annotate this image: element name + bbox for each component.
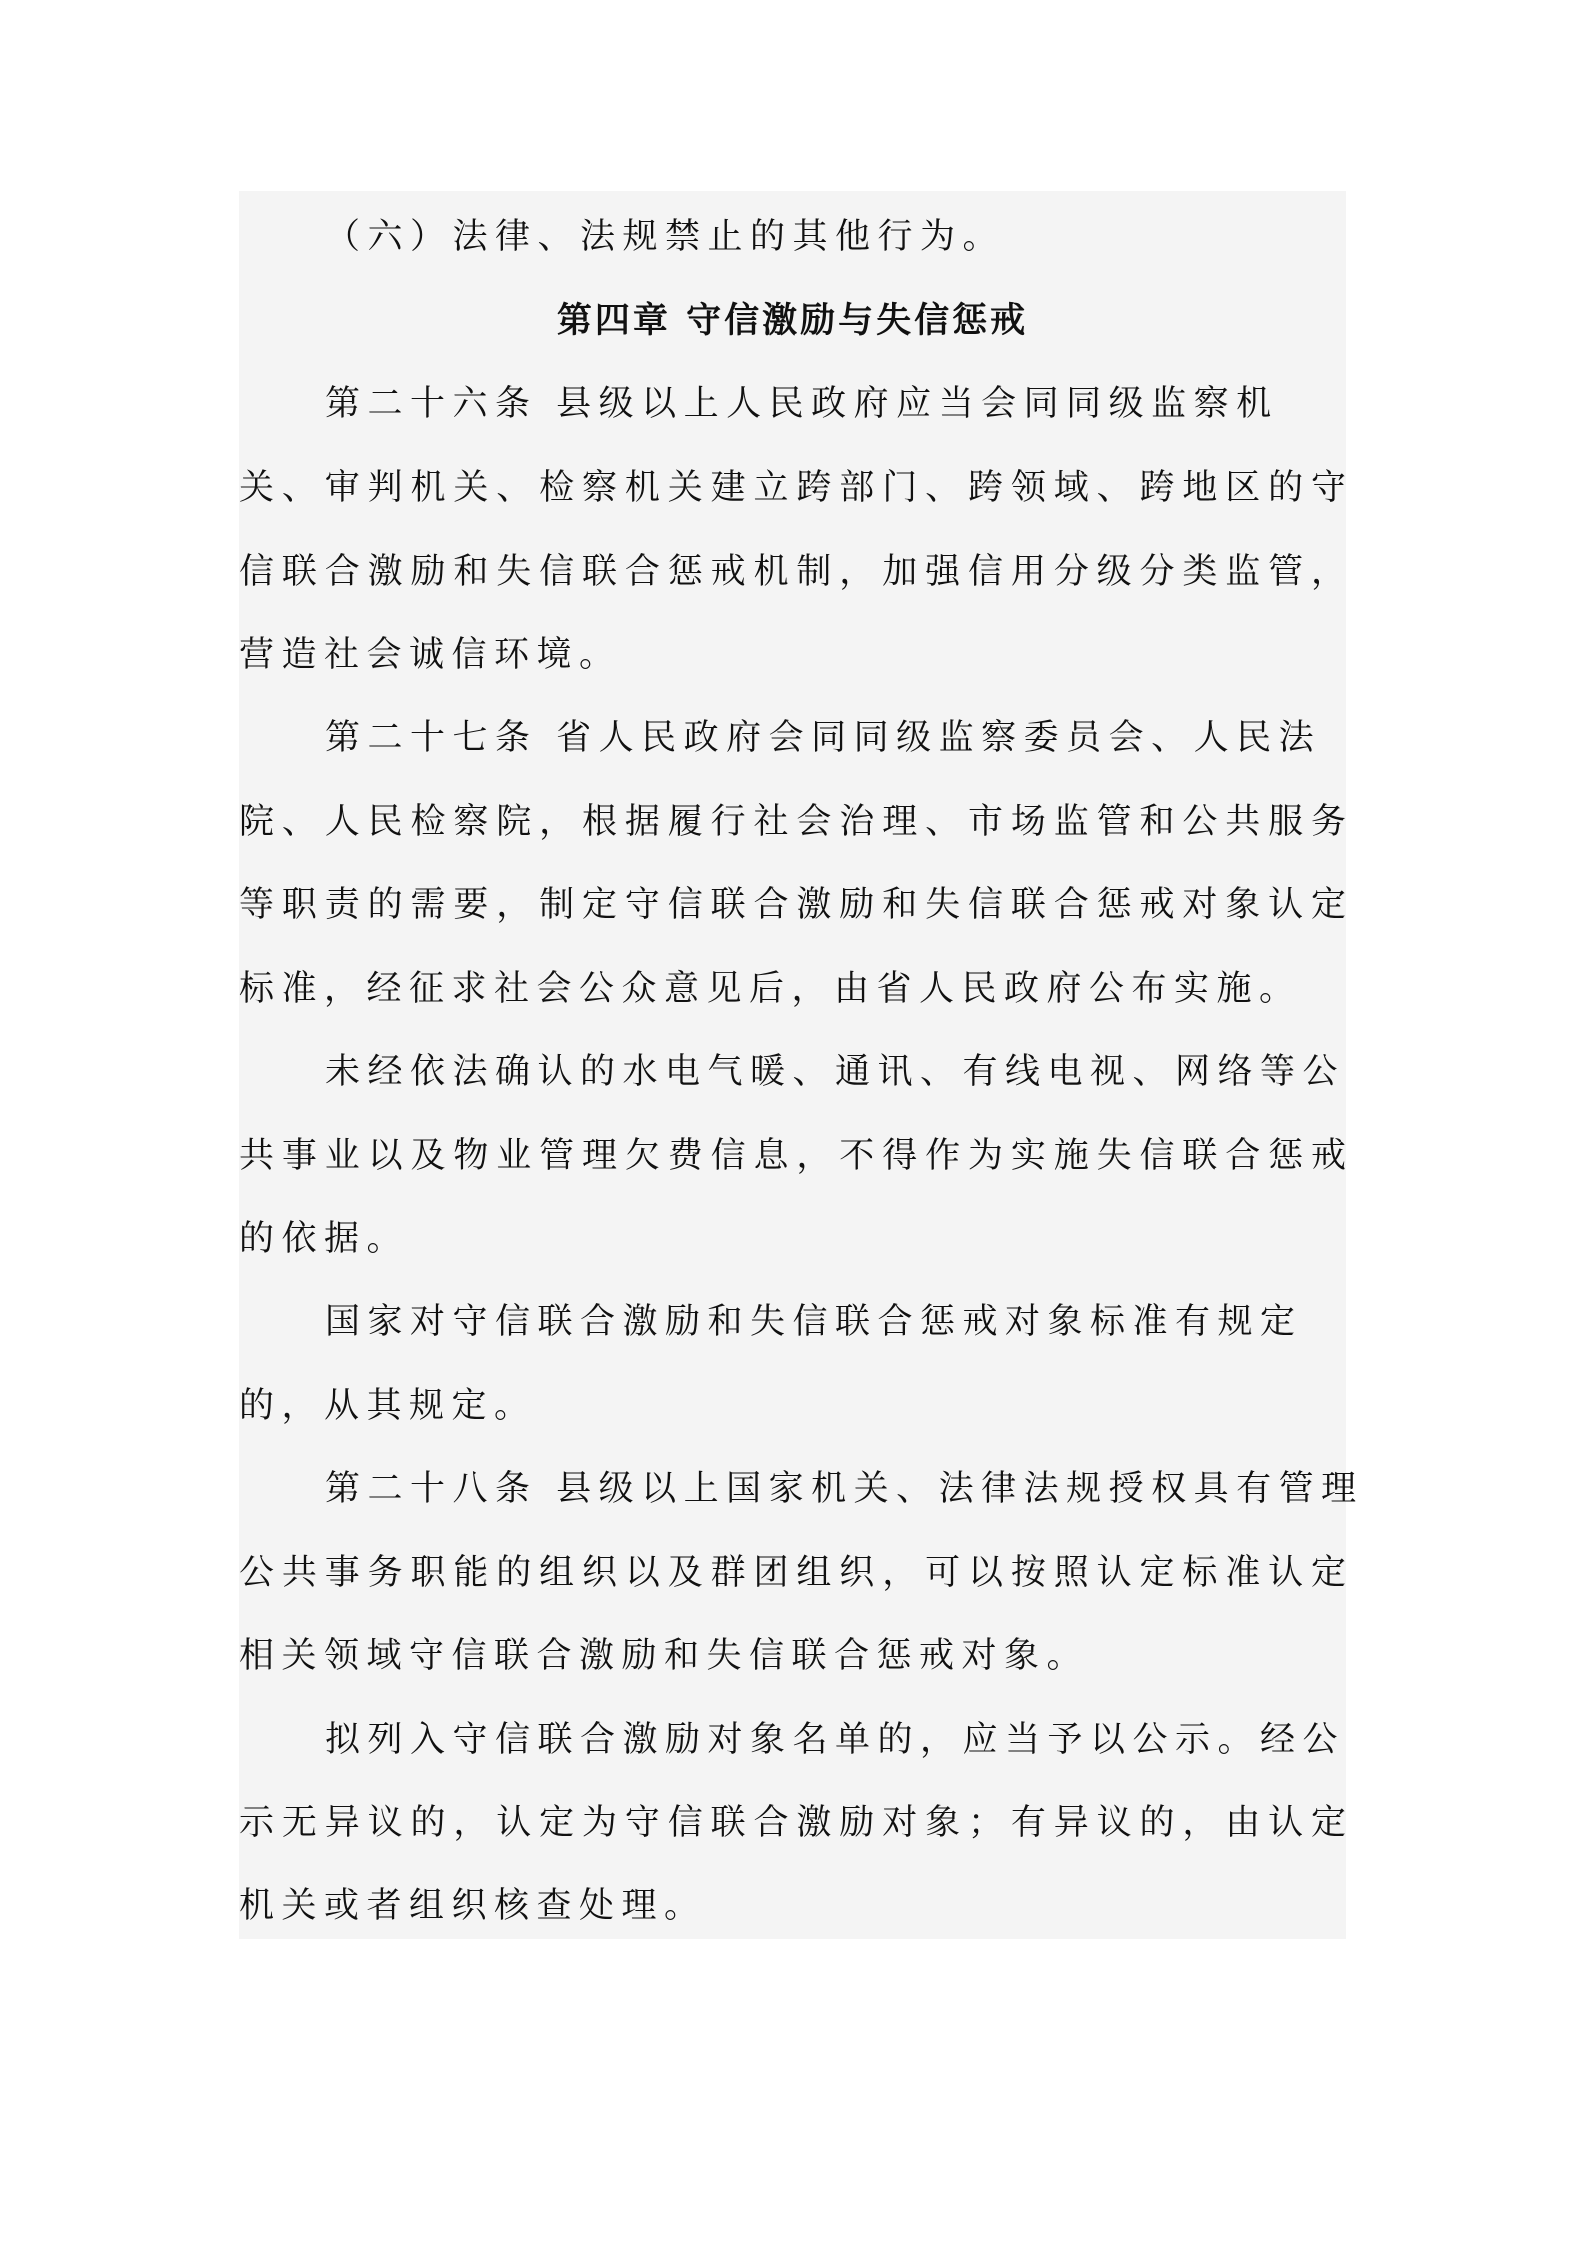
- article-27-p1-line-1: 第二十七条 省人民政府会同同级监察委员会、人民法: [325, 718, 1322, 758]
- article-27-p3-line-2: 的，从其规定。: [239, 1386, 537, 1426]
- article-26-line-3: 信联合激励和失信联合惩戒机制，加强信用分级分类监管，: [239, 552, 1346, 592]
- chapter-heading: 第四章 守信激励与失信惩戒: [556, 301, 1029, 341]
- article-26-line-1: 第二十六条 县级以上人民政府应当会同同级监察机: [325, 384, 1279, 424]
- article-28-p1-line-1: 第二十八条 县级以上国家机关、法律法规授权具有管理: [325, 1469, 1364, 1509]
- article-27-p1-line-3: 等职责的需要，制定守信联合激励和失信联合惩戒对象认定: [239, 885, 1346, 925]
- article-28-p1-line-3: 相关领域守信联合激励和失信联合惩戒对象。: [239, 1636, 1090, 1676]
- article-27-p2-line-3: 的依据。: [239, 1219, 410, 1259]
- article-27-p2-line-2: 共事业以及物业管理欠费信息，不得作为实施失信联合惩戒: [239, 1136, 1346, 1176]
- article-28-p2-line-2: 示无异议的，认定为守信联合激励对象；有异议的，由认定: [239, 1803, 1346, 1843]
- article-27-p1-line-2: 院、人民检察院，根据履行社会治理、市场监管和公共服务: [239, 802, 1346, 842]
- article-27-p1-line-4: 标准，经征求社会公众意见后，由省人民政府公布实施。: [239, 969, 1302, 1009]
- article-26-line-4: 营造社会诚信环境。: [239, 635, 622, 675]
- article-28-p2-line-1: 拟列入守信联合激励对象名单的，应当予以公示。经公: [325, 1720, 1346, 1760]
- item-6-text: （六）法律、法规禁止的其他行为。: [325, 217, 1006, 257]
- article-28-p2-line-3: 机关或者组织核查处理。: [239, 1886, 707, 1926]
- article-27-p3-line-1: 国家对守信联合激励和失信联合惩戒对象标准有规定: [325, 1302, 1303, 1342]
- document-page-panel: [239, 191, 1364, 1939]
- article-27-p2-line-1: 未经依法确认的水电气暖、通讯、有线电视、网络等公: [325, 1052, 1346, 1092]
- article-26-line-2: 关、审判机关、检察机关建立跨部门、跨领域、跨地区的守: [239, 468, 1346, 508]
- article-28-p1-line-2: 公共事务职能的组织以及群团组织，可以按照认定标准认定: [239, 1553, 1346, 1593]
